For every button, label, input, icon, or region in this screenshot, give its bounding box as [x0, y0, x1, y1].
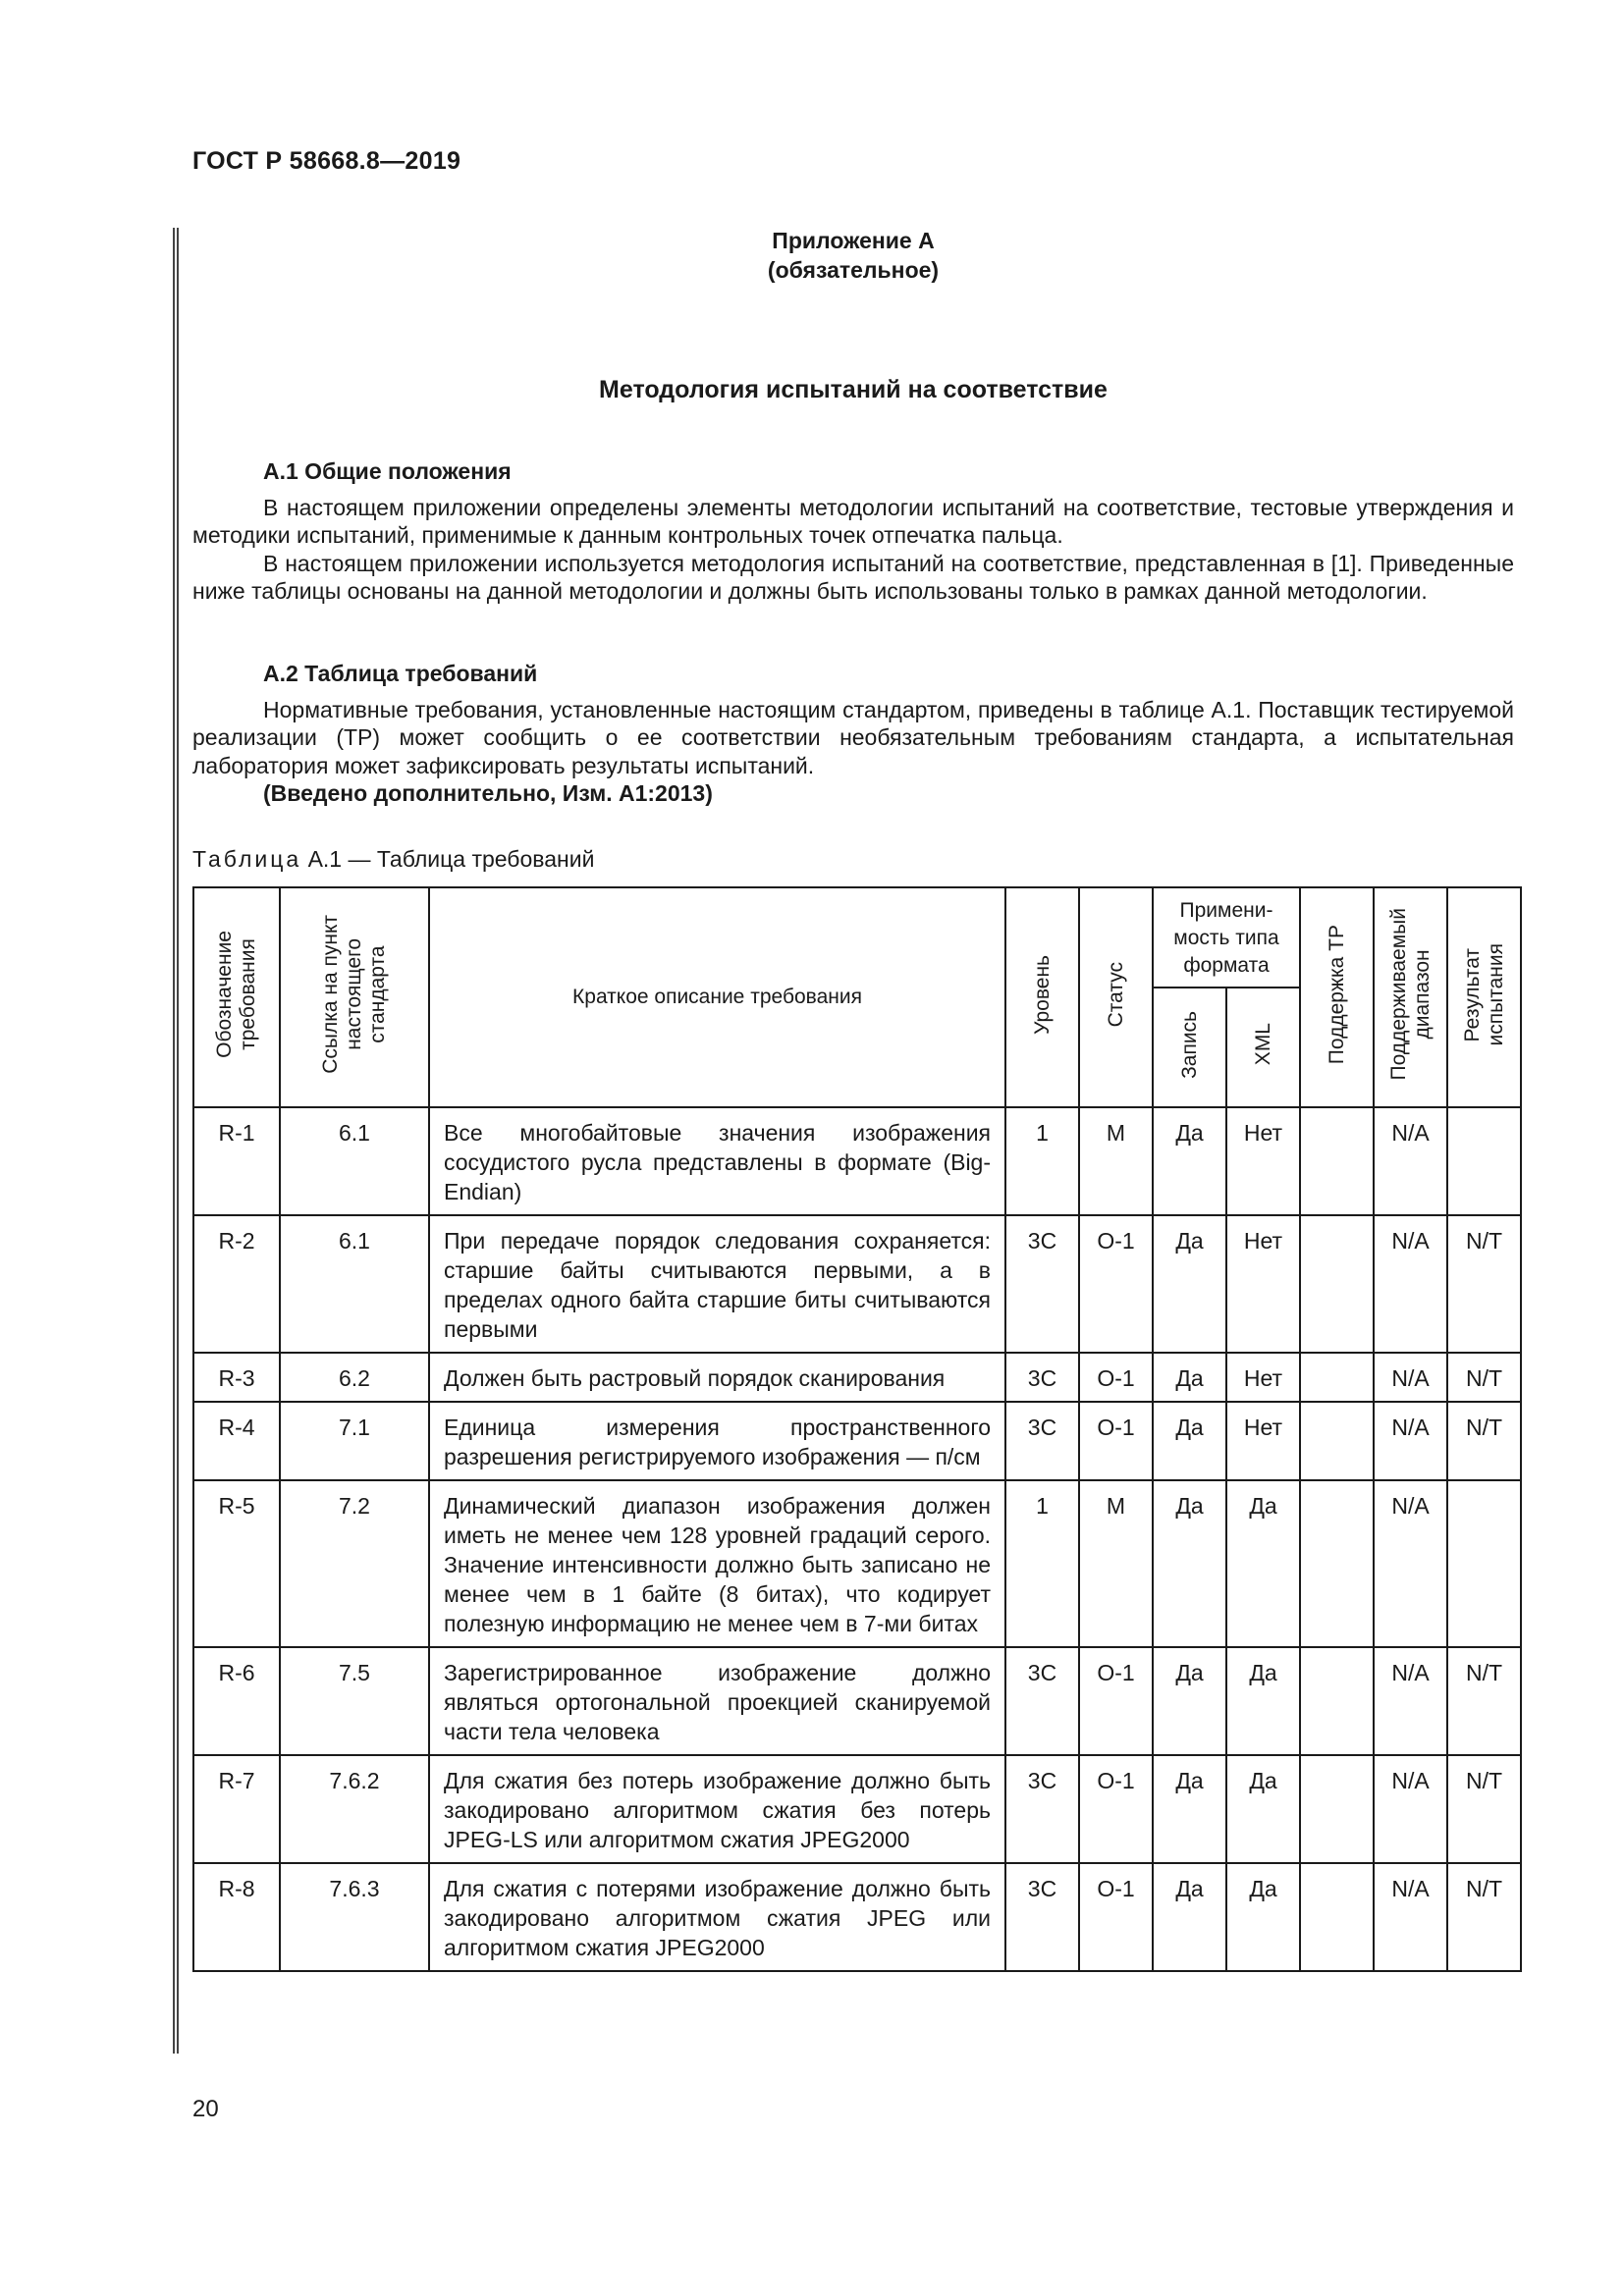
cell-result — [1447, 1107, 1521, 1215]
header-ref — [280, 887, 429, 1107]
cell-level: 3С — [1005, 1863, 1079, 1971]
cell-support — [1300, 1863, 1374, 1971]
section-title: Методология испытаний на соответствие — [599, 376, 1108, 403]
cell-status: M — [1079, 1107, 1153, 1215]
cell-record: Да — [1153, 1215, 1226, 1353]
cell-record: Да — [1153, 1647, 1226, 1755]
cell-xml: Да — [1226, 1755, 1300, 1863]
cell-id: R-4 — [193, 1402, 280, 1480]
cell-level: 3С — [1005, 1755, 1079, 1863]
cell-ref: 7.2 — [280, 1480, 429, 1647]
cell-record: Да — [1153, 1402, 1226, 1480]
cell-xml: Да — [1226, 1863, 1300, 1971]
table-row — [193, 1353, 1521, 1402]
cell-description: Единица измерения пространственного разрешения регистрируемого изображения — п/см — [429, 1402, 1005, 1480]
cell-description: При передаче порядок следования сохраняется: старшие байты считываются первыми, а в пределах одного байта старшие биты считываются первыми — [429, 1215, 1005, 1353]
cell-range: N/A — [1374, 1107, 1447, 1215]
cell-id: R-1 — [193, 1107, 280, 1215]
cell-level: 1 — [1005, 1107, 1079, 1215]
annex-title: Приложение А — [772, 228, 935, 253]
requirements-table — [192, 886, 1522, 1972]
cell-xml: Нет — [1226, 1402, 1300, 1480]
header-description: Краткое описание требования — [429, 887, 1005, 1107]
table-row — [193, 1402, 1521, 1480]
cell-result — [1447, 1480, 1521, 1647]
header-xml — [1226, 988, 1300, 1107]
cell-description: Все многобайтовые значения изображения сосудистого русла представлены в формате (Big-Endian) — [429, 1107, 1005, 1215]
cell-range: N/A — [1374, 1353, 1447, 1402]
cell-record: Да — [1153, 1863, 1226, 1971]
cell-support — [1300, 1215, 1374, 1353]
cell-support — [1300, 1755, 1374, 1863]
cell-status: О-1 — [1079, 1402, 1153, 1480]
cell-id: R-2 — [193, 1215, 280, 1353]
page-number: 20 — [192, 2096, 219, 2122]
header-range — [1374, 887, 1447, 1107]
cell-id: R-6 — [193, 1647, 280, 1755]
cell-status: О-1 — [1079, 1647, 1153, 1755]
table-header-row — [193, 887, 1521, 988]
cell-range: N/A — [1374, 1402, 1447, 1480]
cell-level: 3С — [1005, 1402, 1079, 1480]
header-applicability — [1153, 887, 1300, 988]
header-id-text: Обозначение требования — [213, 931, 259, 1058]
table-row — [193, 1863, 1521, 1971]
cell-level: 3С — [1005, 1647, 1079, 1755]
table-caption-text: А.1 — Таблица требований — [301, 846, 595, 872]
section-a2-heading: А.2 Таблица требований — [263, 661, 538, 686]
header-status — [1079, 887, 1153, 1107]
cell-support — [1300, 1480, 1374, 1647]
cell-result: N/T — [1447, 1863, 1521, 1971]
header-xml-text: XML — [1251, 1023, 1274, 1066]
cell-id: R-8 — [193, 1863, 280, 1971]
cell-xml: Нет — [1226, 1215, 1300, 1353]
cell-record: Да — [1153, 1353, 1226, 1402]
section-a1-paragraph-1: В настоящем приложении определены элементы методологии испытаний на соответствие, тестовые утверждения и методики испытаний, применимые к данным контрольных точек отпечатка пальца. — [192, 494, 1514, 548]
cell-result: N/T — [1447, 1755, 1521, 1863]
cell-record: Да — [1153, 1107, 1226, 1215]
header-level — [1005, 887, 1079, 1107]
cell-result: N/T — [1447, 1215, 1521, 1353]
cell-range: N/A — [1374, 1863, 1447, 1971]
cell-status: О-1 — [1079, 1863, 1153, 1971]
header-id — [193, 887, 280, 1107]
cell-support — [1300, 1353, 1374, 1402]
cell-description: Должен быть растровый порядок сканирования — [429, 1353, 1005, 1402]
cell-result: N/T — [1447, 1402, 1521, 1480]
revision-margin-bar — [173, 228, 179, 2054]
cell-xml: Да — [1226, 1480, 1300, 1647]
table-row — [193, 1647, 1521, 1755]
table-caption — [192, 846, 594, 873]
cell-support — [1300, 1402, 1374, 1480]
cell-id: R-3 — [193, 1353, 280, 1402]
document-id: ГОСТ Р 58668.8—2019 — [192, 147, 461, 175]
header-applicability-text: Примени- мость типа формата — [1173, 899, 1279, 977]
cell-ref: 6.1 — [280, 1215, 429, 1353]
header-result-text: Результат испытания — [1460, 942, 1507, 1046]
table-caption-prefix: Таблица — [192, 846, 302, 872]
cell-result: N/T — [1447, 1647, 1521, 1755]
table-row — [193, 1107, 1521, 1215]
cell-xml: Да — [1226, 1647, 1300, 1755]
section-a2 — [192, 660, 1514, 808]
header-support — [1300, 887, 1374, 1107]
cell-status: О-1 — [1079, 1755, 1153, 1863]
header-range-text: Поддерживаемый диапазон — [1386, 908, 1434, 1081]
header-result — [1447, 887, 1521, 1107]
table-row — [193, 1755, 1521, 1863]
cell-status: M — [1079, 1480, 1153, 1647]
header-level-text: Уровень — [1030, 954, 1054, 1035]
header-support-text: Поддержка ТР — [1325, 924, 1348, 1065]
header-status-text: Статус — [1104, 961, 1127, 1028]
cell-support — [1300, 1647, 1374, 1755]
cell-ref: 7.5 — [280, 1647, 429, 1755]
amendment-note: (Введено дополнительно, Изм. А1:2013) — [263, 780, 713, 806]
cell-description: Для сжатия с потерями изображение должно быть закодировано алгоритмом сжатия JPEG или алгоритмом сжатия JPEG2000 — [429, 1863, 1005, 1971]
section-a1-heading: А.1 Общие положения — [263, 458, 512, 484]
table-row — [193, 1480, 1521, 1647]
cell-description: Для сжатия без потерь изображение должно быть закодировано алгоритмом сжатия без потерь JPEG-LS или алгоритмом сжатия JPEG2000 — [429, 1755, 1005, 1863]
cell-range: N/A — [1374, 1647, 1447, 1755]
section-a1 — [192, 457, 1514, 606]
section-a2-paragraph-1: Нормативные требования, установленные настоящим стандартом, приведены в таблице А.1. Поставщик тестируемой реализации (ТР) может сообщить о ее соответствии необязательным требованиям стандарта, а испытательная лаборатория может зафиксировать результаты испытаний. — [192, 696, 1514, 778]
cell-result: N/T — [1447, 1353, 1521, 1402]
cell-support — [1300, 1107, 1374, 1215]
header-ref-text: Ссылка на пункт настоящего стандарта — [319, 915, 389, 1074]
cell-ref: 7.1 — [280, 1402, 429, 1480]
cell-record: Да — [1153, 1755, 1226, 1863]
cell-ref: 6.2 — [280, 1353, 429, 1402]
cell-record: Да — [1153, 1480, 1226, 1647]
cell-ref: 7.6.2 — [280, 1755, 429, 1863]
cell-range: N/A — [1374, 1755, 1447, 1863]
cell-level: 3С — [1005, 1353, 1079, 1402]
cell-range: N/A — [1374, 1480, 1447, 1647]
header-record-text: Запись — [1177, 1010, 1201, 1079]
cell-description: Зарегистрированное изображение должно являться ортогональной проекцией сканируемой части тела человека — [429, 1647, 1005, 1755]
cell-description: Динамический диапазон изображения должен иметь не менее чем 128 уровней градаций серого. Значение интенсивности должно быть записано не менее чем в 1 байте (8 битах), что кодирует полезную информацию не менее чем в 7-ми битах — [429, 1480, 1005, 1647]
cell-status: О-1 — [1079, 1353, 1153, 1402]
cell-id: R-5 — [193, 1480, 280, 1647]
cell-level: 3С — [1005, 1215, 1079, 1353]
section-a1-paragraph-2: В настоящем приложении используется методология испытаний на соответствие, представленная в [1]. Приведенные ниже таблицы основаны на данной методологии и должны быть использованы только в рамках данной методологии. — [192, 550, 1514, 604]
cell-id: R-7 — [193, 1755, 280, 1863]
annex-status: (обязательное) — [767, 257, 940, 283]
cell-ref: 6.1 — [280, 1107, 429, 1215]
cell-level: 1 — [1005, 1480, 1079, 1647]
cell-ref: 7.6.3 — [280, 1863, 429, 1971]
header-record — [1153, 988, 1226, 1107]
cell-range: N/A — [1374, 1215, 1447, 1353]
table-row — [193, 1215, 1521, 1353]
cell-status: О-1 — [1079, 1215, 1153, 1353]
cell-xml: Нет — [1226, 1107, 1300, 1215]
cell-xml: Нет — [1226, 1353, 1300, 1402]
